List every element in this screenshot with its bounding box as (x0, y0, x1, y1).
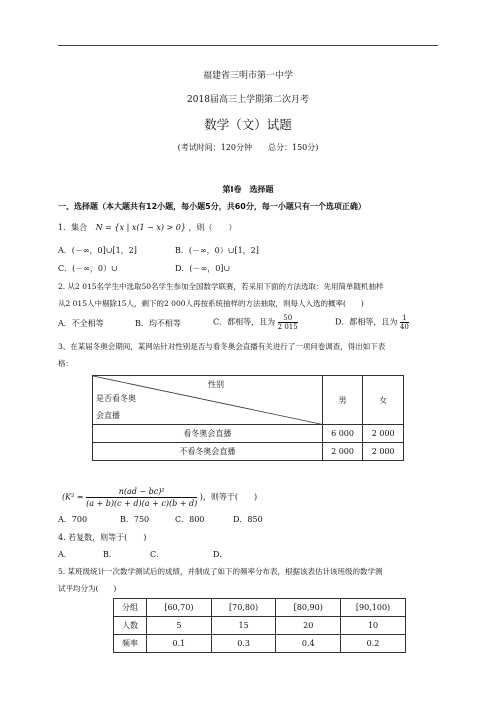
set-formula: N = {x | x(1 − x) > 0} (95, 223, 186, 232)
question-4-stem: 4. 若复数，则等于( ) (58, 533, 147, 542)
q3-option-d: D．850 (233, 515, 263, 524)
table-row (114, 617, 406, 635)
q2-option-c: C．都相等，且为 $\frac{50}{2 015}$ (213, 314, 298, 331)
header-cell: [70,80) (211, 599, 276, 617)
volume-title: 第I卷 选择题 (222, 185, 274, 194)
row-label: 看冬奥会直播 (93, 425, 323, 443)
q5-frequency-table (113, 598, 406, 653)
q4-option-c: C． (150, 550, 165, 559)
q3-contingency-table (92, 375, 404, 461)
cell-male: 6 000 (322, 425, 363, 443)
row-label: 频率 (114, 635, 147, 653)
formula-numerator: n(ad − bc)² (86, 486, 197, 498)
question-1-stem (58, 222, 236, 233)
q2-option-b: B．均不相等 (135, 319, 181, 328)
header-cell: 分组 (114, 599, 147, 617)
q2-option-d: D．都相等，且为 $\frac{1}{40}$ (335, 314, 409, 331)
row-label: 不看冬奥会直播 (93, 443, 323, 461)
cell-male: 2 000 (322, 443, 363, 461)
question-5-line1: 5. 某班级统计一次数学测试后的成绩，并制成了如下的频率分布表，根据该表估计该班级的数学测 (58, 567, 383, 576)
q4-option-a: A． (58, 550, 72, 559)
table-cell: 20 (276, 617, 341, 635)
q3-option-b: B．750 (120, 515, 150, 524)
q1-option-a: A．(－∞，0]∪[1，2] (58, 246, 137, 255)
table-row (93, 425, 404, 443)
section-heading: 一、选择题（本大题共有12小题，每小题5分，共60分，每一小题只有一个选项正确） (58, 202, 366, 211)
question-3-line1: 3、在某届冬奥会期间，某网站针对性别是否与看冬奥会直播有关进行了一项问卷调查，得出如下表 (58, 342, 386, 351)
table-cell: 10 (341, 617, 406, 635)
header-cell: [90,100) (341, 599, 406, 617)
exam-name: 2018届高三上学期第二次月考 (187, 95, 309, 105)
header-watch-1: 是否看冬奥 (96, 394, 136, 403)
table-cell: 15 (211, 617, 276, 635)
exam-info: (考试时间：120分钟 总分：150分) (177, 143, 319, 152)
fraction-50-2015: $\frac{50}{2 015}$ (277, 314, 298, 331)
question-3-line2: 格： (58, 359, 73, 368)
q2-option-a: A．不全相等 (58, 319, 104, 328)
table-diagonal-header (93, 376, 323, 425)
header-cell: [80,90) (276, 599, 341, 617)
q1-option-d: D．(－∞，0]∪ (175, 264, 231, 273)
header-watch-2: 会直播 (96, 411, 120, 420)
question-1-tail: ，则（ ） (188, 223, 237, 232)
school-name: 福建省三明市第一中学 (202, 71, 293, 81)
q1-option-b: B．(－∞，0）∪[1，2] (175, 246, 259, 255)
formula-denominator: (a + b)(c + d)(a + c)(b + d) (86, 499, 198, 508)
cell-female: 2 000 (363, 425, 404, 443)
q3-option-c: C．800 (175, 515, 205, 524)
row-label: 人数 (114, 617, 147, 635)
table-cell: 0.2 (341, 635, 406, 653)
question-2-line2: 从2 015人中剔除15人，剩下的2 000人再按系统抽样的方法抽取，则每人入选的概率( ) (58, 299, 364, 308)
q4-option-b: B． (103, 550, 117, 559)
col-female: 女 (363, 376, 404, 425)
table-row (93, 443, 404, 461)
table-cell: 0.3 (211, 635, 276, 653)
question-2-line1: 2. 从2 015名学生中选取50名学生参加全国数学联赛，若采用下面的方法选取：先用简单随机抽样 (58, 282, 384, 291)
q4-option-d: D． (213, 550, 228, 559)
question-5-line2: 试平均分为( ) (58, 584, 117, 593)
cell-female: 2 000 (363, 443, 404, 461)
q3-option-a: A．700 (58, 515, 88, 524)
table-cell: 0.1 (147, 635, 212, 653)
header-gender: 性别 (208, 380, 224, 389)
table-header-row (114, 599, 406, 617)
page-title: 数学（文）试题 (204, 117, 292, 132)
header-cell: [60,70) (147, 599, 212, 617)
table-row (114, 635, 406, 653)
q1-option-c: C．(－∞，0）∪ (58, 264, 118, 273)
chi-square-formula: (K² = $\frac{\text{n(ad − bc)²}}{(a + b)(c + d)(a + c)(b + d)}$ )，则等于( ) (62, 487, 258, 508)
table-cell: 0.4 (276, 635, 341, 653)
col-male: 男 (322, 376, 363, 425)
question-1-label: 1．集合 (58, 223, 88, 232)
table-cell: 5 (147, 617, 212, 635)
fraction-1-40: $\frac{1}{40}$ (399, 314, 409, 331)
header-rule (58, 45, 438, 46)
